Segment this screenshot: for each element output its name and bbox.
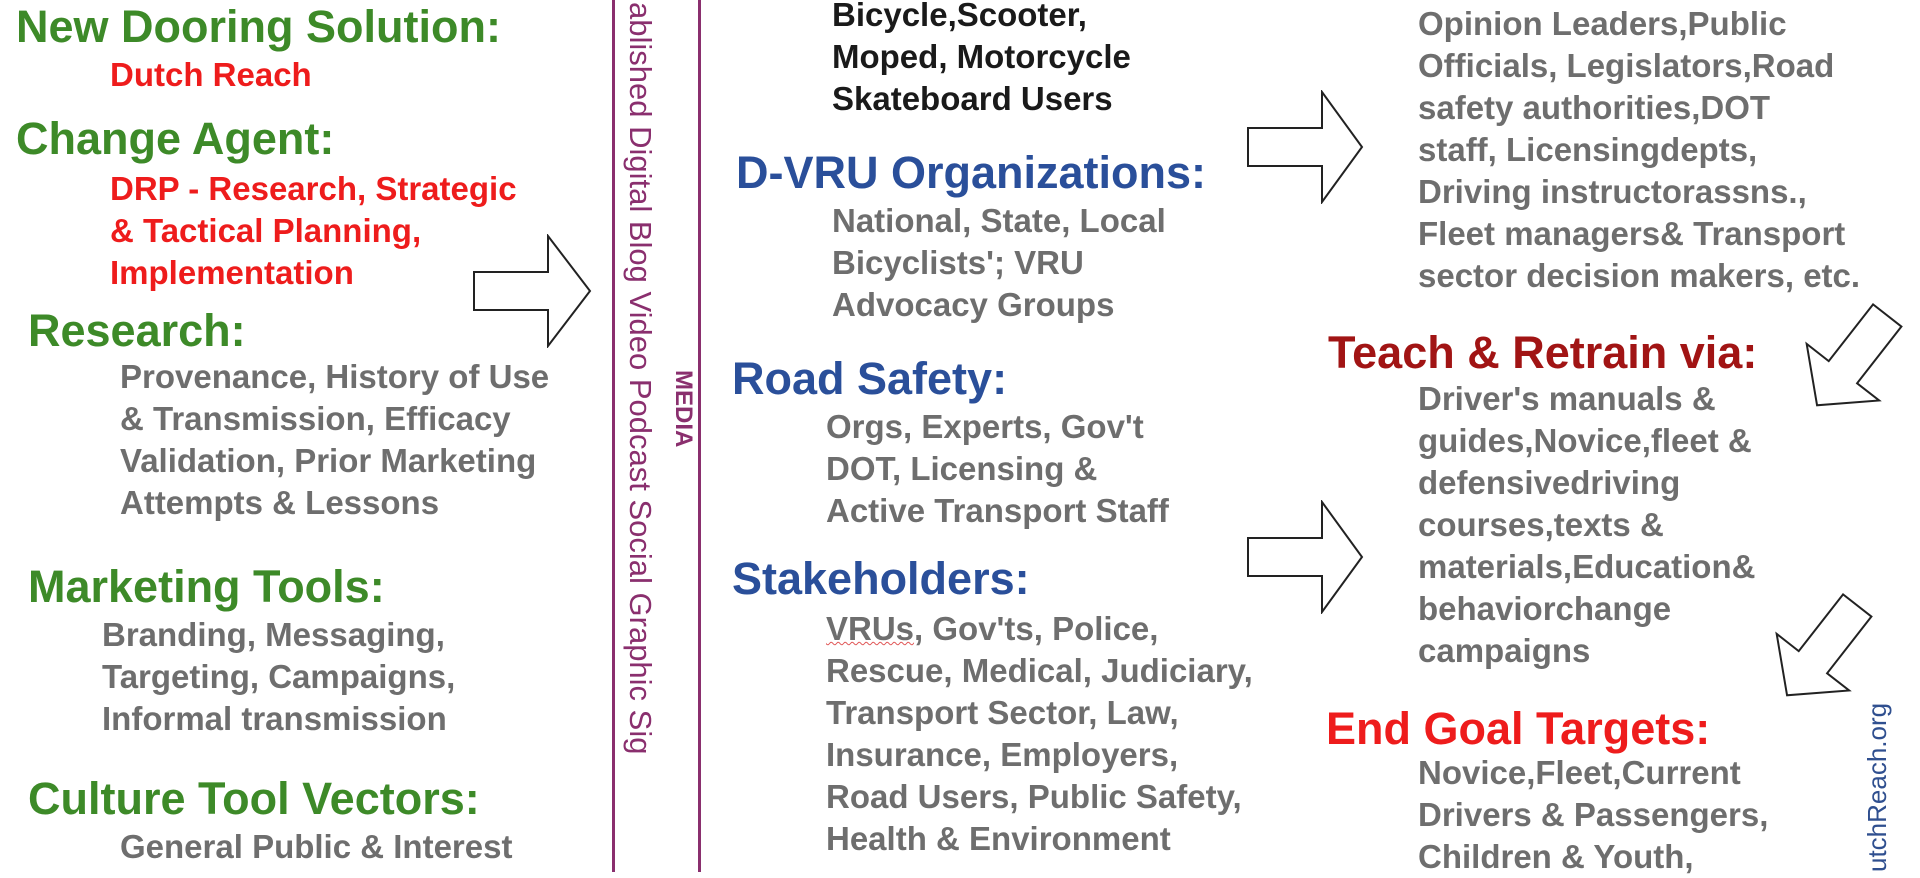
policy-makers-text <box>1418 3 1860 297</box>
dvru-line: National, State, Local <box>832 202 1166 239</box>
right-arrow-icon <box>1246 500 1366 614</box>
research-text <box>120 356 549 524</box>
change-line: & Tactical Planning, <box>110 212 422 249</box>
change-agent-title: Change Agent: <box>16 113 335 164</box>
teach-line: campaigns <box>1418 632 1591 669</box>
dooring-title: New Dooring Solution: <box>16 1 501 52</box>
teach-line: courses,texts & <box>1418 506 1664 543</box>
teach-line: guides,Novice,fleet & <box>1418 422 1752 459</box>
media-band-left-line <box>612 0 615 872</box>
road-safety-line: DOT, Licensing & <box>826 450 1098 487</box>
stakeholders-line: Rescue, Medical, Judiciary, <box>826 652 1253 689</box>
down-left-arrow-icon <box>1750 582 1890 714</box>
stakeholders-line <box>826 608 1253 650</box>
marketing-title: Marketing Tools: <box>28 561 385 612</box>
policy-makers-line: Officials, Legislators,Road <box>1418 47 1835 84</box>
dvru-line: Bicyclists'; VRU <box>832 244 1084 281</box>
change-agent-text <box>110 168 517 294</box>
right-arrow-icon <box>472 234 594 348</box>
end-goal-title: End Goal Targets: <box>1326 703 1711 754</box>
policy-makers-line: Fleet managers& Transport <box>1418 215 1846 252</box>
culture-line: General Public & Interest <box>120 828 513 865</box>
policy-makers-line: staff, Licensingdepts, <box>1418 131 1758 168</box>
dooring-value: Dutch Reach <box>110 56 312 93</box>
stakeholders-line: Road Users, Public Safety, <box>826 778 1242 815</box>
dvru-line: Advocacy Groups <box>832 286 1115 323</box>
dvru-title: D-VRU Organizations: <box>736 147 1207 198</box>
change-line: Implementation <box>110 254 354 291</box>
media-band-right-line <box>698 0 701 872</box>
end-goal-line: Drivers & Passengers, <box>1418 796 1769 833</box>
road-safety-title: Road Safety: <box>732 353 1008 404</box>
end-goal-text <box>1418 752 1768 878</box>
end-goal-line: Novice,Fleet,Current <box>1418 754 1741 791</box>
stakeholders-title: Stakeholders: <box>732 553 1030 604</box>
change-line: DRP - Research, Strategic <box>110 170 517 207</box>
media-label: MEDIA <box>670 370 697 448</box>
policy-makers-line: Driving instructorassns., <box>1418 173 1807 210</box>
teach-retrain-text <box>1418 378 1755 672</box>
stakeholders-line: Insurance, Employers, <box>826 736 1179 773</box>
marketing-text <box>102 614 455 740</box>
research-line: Attempts & Lessons <box>120 484 440 521</box>
road-safety-text <box>826 406 1169 532</box>
road-safety-line: Active Transport Staff <box>826 492 1169 529</box>
research-line: & Transmission, Efficacy <box>120 400 511 437</box>
stakeholders-line: Health & Environment <box>826 820 1171 857</box>
vru-users-text <box>832 0 1131 120</box>
vru-users-line: Moped, Motorcycle <box>832 38 1131 75</box>
vru-users-line: Bicycle,Scooter, <box>832 0 1087 33</box>
vru-users-line: Skateboard Users <box>832 80 1113 117</box>
policy-makers-line: Opinion Leaders,Public <box>1418 5 1787 42</box>
research-line: Provenance, History of Use <box>120 358 550 395</box>
right-arrow-icon <box>1246 90 1366 204</box>
culture-title: Culture Tool Vectors: <box>28 773 480 824</box>
teach-line: behaviorchange <box>1418 590 1672 627</box>
end-goal-line: Children & Youth, <box>1418 838 1694 875</box>
marketing-line: Branding, Messaging, <box>102 616 445 653</box>
policy-makers-line: safety authorities,DOT <box>1418 89 1771 126</box>
teach-line: Driver's manuals & <box>1418 380 1716 417</box>
media-channels-text: ablished Digital Blog Video Podcast Social Graphic Sig <box>623 2 658 755</box>
stakeholders-first-rest: , Gov'ts, Police, <box>914 610 1159 647</box>
site-url-text: utchReach.org <box>1862 702 1892 872</box>
teach-line: materials,Education& <box>1418 548 1756 585</box>
teach-line: defensivedriving <box>1418 464 1681 501</box>
down-left-arrow-icon <box>1774 296 1920 420</box>
stakeholders-first-word: VRUs <box>826 610 915 647</box>
stakeholders-text <box>826 608 1253 860</box>
teach-retrain-title: Teach & Retrain via: <box>1328 327 1758 378</box>
road-safety-line: Orgs, Experts, Gov't <box>826 408 1144 445</box>
policy-makers-line: sector decision makers, etc. <box>1418 257 1861 294</box>
research-title: Research: <box>28 305 246 356</box>
dvru-text <box>832 200 1166 326</box>
culture-text <box>120 826 512 868</box>
research-line: Validation, Prior Marketing <box>120 442 537 479</box>
marketing-line: Targeting, Campaigns, <box>102 658 456 695</box>
marketing-line: Informal transmission <box>102 700 447 737</box>
stakeholders-line: Transport Sector, Law, <box>826 694 1179 731</box>
